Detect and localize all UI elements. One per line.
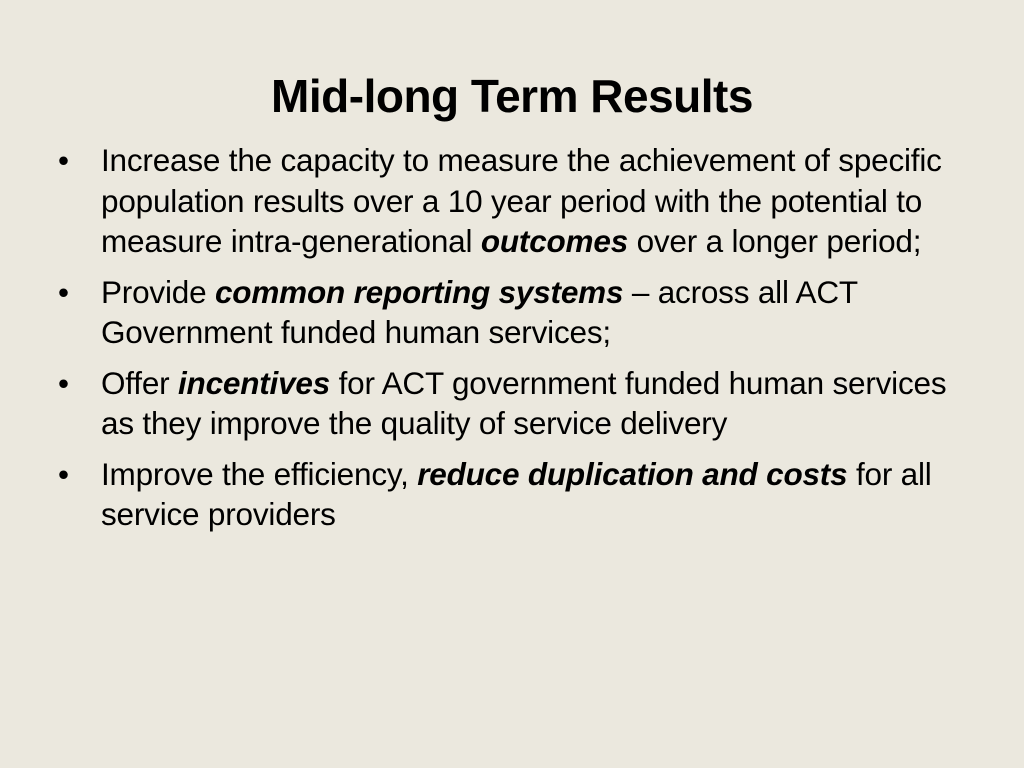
bullet-emphasis: outcomes (480, 223, 629, 259)
bullet-list (56, 140, 976, 545)
bullet-dot-icon: • (58, 273, 69, 310)
bullet-emphasis: reduce duplication and costs (417, 455, 848, 492)
bullet-text: for all service providers (101, 455, 932, 532)
bullet-emphasis: incentives (178, 364, 331, 401)
bullet-item (56, 140, 976, 262)
bullet-text: for ACT government funded human services as they improve the quality of service delivery (101, 364, 947, 441)
bullet-dot-icon: • (58, 455, 69, 492)
bullet-emphasis: common reporting systems (214, 273, 624, 310)
bullet-text: over a longer period; (628, 223, 922, 259)
bullet-dot-icon: • (58, 364, 69, 401)
bullet-item (56, 454, 976, 535)
bullet-text: Increase the capacity to measure the achievement of specific population results over a 10 year period with the potential to measure intra-generational (101, 142, 942, 259)
bullet-text: Improve the efficiency, (101, 455, 418, 492)
bullet-dot-icon: • (58, 142, 69, 178)
bullet-text: Offer (101, 364, 178, 401)
bullet-text: Provide (101, 273, 215, 310)
bullet-text: – across all ACT Government funded human services; (101, 273, 858, 350)
bullet-item (56, 363, 976, 444)
bullet-item (56, 272, 976, 353)
slide-title: Mid-long Term Results (271, 70, 753, 122)
